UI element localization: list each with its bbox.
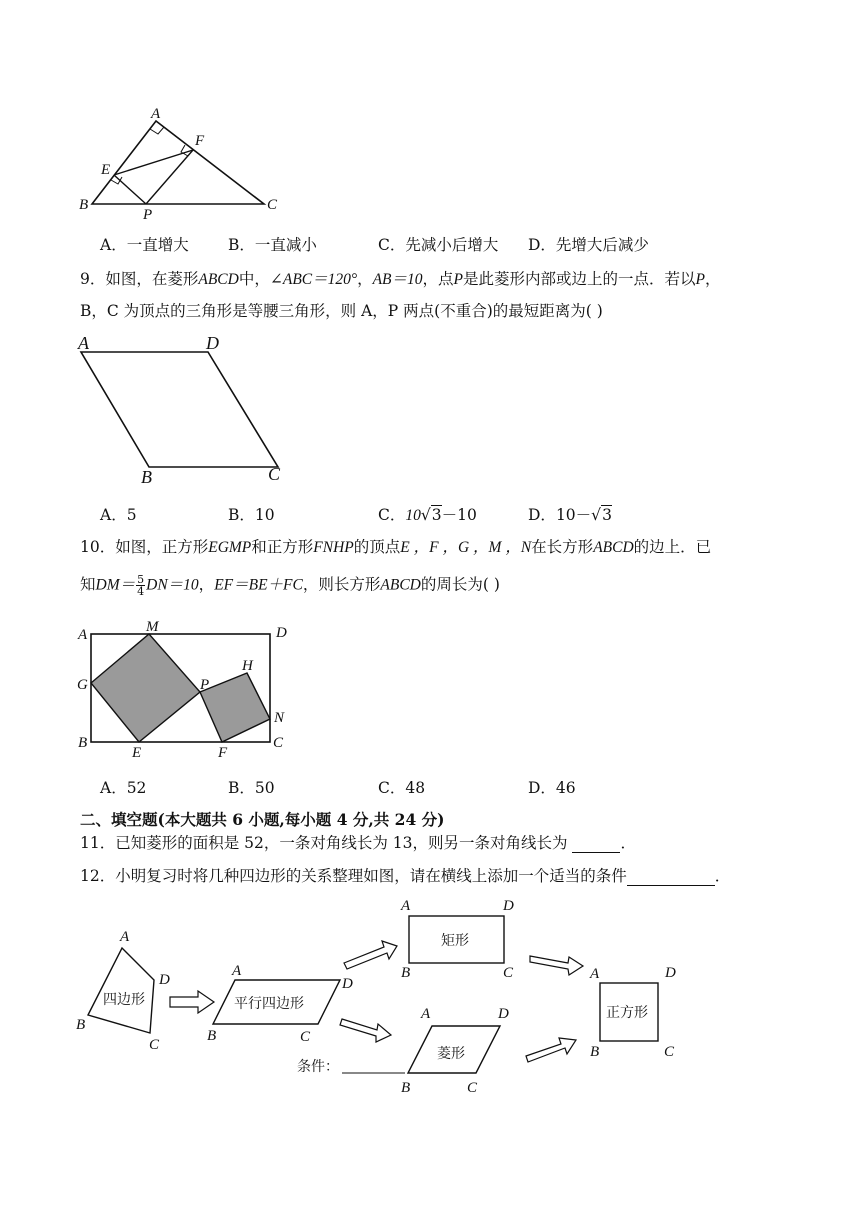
q8-option-b: B．一直减小 — [228, 236, 317, 254]
q8-option-a: A．一直增大 — [100, 236, 189, 254]
q12-condition-label: 条件： — [297, 1059, 339, 1075]
q12-quad-b: B — [76, 1017, 86, 1033]
q12-para-d: D — [342, 976, 353, 992]
q10-label-m: M — [146, 619, 159, 635]
q9-option-d: D．10－√3 — [528, 506, 612, 524]
q10-label-c: C — [273, 735, 284, 751]
q12-square-label: 正方形 — [606, 1005, 648, 1021]
q8-label-c: C — [267, 197, 278, 213]
q12-quad-c: C — [149, 1037, 160, 1053]
q10-option-d: D．46 — [528, 779, 576, 797]
q10-option-c: C．48 — [378, 779, 426, 797]
q8-label-f: F — [195, 133, 205, 149]
q12-para-b: B — [207, 1028, 217, 1044]
q10-label-h: H — [242, 658, 253, 674]
q8-option-c: C．先减小后增大 — [378, 236, 499, 254]
q9-stem-line1: 9．如图，在菱形ABCD中，∠ABC＝120°，AB＝10，点P是此菱形内部或边上的一点．若以P， — [80, 270, 721, 288]
q10-label-p: P — [200, 677, 210, 693]
q12-quad-d: D — [159, 972, 170, 988]
q12-arrow-to-rhombus — [340, 1019, 391, 1042]
q12-rhom-b: B — [401, 1080, 411, 1096]
q12-arrow-to-parallelogram — [170, 991, 214, 1013]
q12-quad-label: 四边形 — [103, 992, 145, 1008]
q12-sq-b: B — [590, 1044, 600, 1060]
q10-label-g: G — [77, 677, 88, 693]
q10-label-f: F — [218, 745, 228, 761]
q12-rhombus-label: 菱形 — [437, 1046, 465, 1062]
q11-stem: 11．已知菱形的面积是 52，一条对角线长为 13，则另一条对角线长为 ． — [80, 834, 636, 852]
q10-fraction: $\frac{5}{4}$ — [137, 573, 145, 598]
q12-arrow-to-rectangle — [344, 941, 397, 969]
q10-stem-line2: 知DM＝ $\frac{5}{4}$ DN＝10，EF＝BE＋FC，则长方形ABCD的周长为( ) — [80, 573, 500, 598]
q9-label-c: C — [268, 464, 281, 484]
q9-stem-line2: B，C 为顶点的三角形是等腰三角形，则 A，P 两点(不重合)的最短距离为( ) — [80, 302, 603, 320]
q12-para-c: C — [300, 1029, 311, 1045]
q9-label-a: A — [78, 333, 89, 353]
q12-sq-a: A — [590, 966, 600, 982]
section-fill-in-title: 二、填空题(本大题共 6 小题,每小题 4 分,共 24 分) — [80, 810, 445, 829]
q12-rhom-d: D — [498, 1006, 509, 1022]
q12-stem: 12．小明复习时将几种四边形的关系整理如图，请在横线上添加一个适当的条件 ． — [80, 867, 731, 885]
q10-label-d: D — [276, 625, 287, 641]
q12-parallelogram-label: 平行四边形 — [234, 996, 304, 1012]
q12-quad-a: A — [120, 929, 130, 945]
q12-rectangle-label: 矩形 — [441, 933, 469, 949]
q12-rect-d: D — [503, 898, 514, 914]
q8-label-a: A — [151, 106, 161, 122]
q12-arrow-rhombus-to-square — [526, 1038, 576, 1062]
q8-label-p: P — [143, 207, 153, 223]
q10-label-e: E — [132, 745, 142, 761]
q12-sq-d: D — [665, 965, 676, 981]
q9-option-a: A．5 — [100, 506, 137, 524]
q12-rect-b: B — [401, 965, 411, 981]
q9-label-d: D — [206, 333, 219, 353]
q8-label-e: E — [101, 162, 111, 178]
q12-rect-a: A — [401, 898, 411, 914]
q12-arrow-rect-to-square — [530, 956, 583, 975]
q12-para-a: A — [232, 963, 242, 979]
q10-stem-line1: 10．如图，正方形EGMP和正方形FNHP的顶点E ，F ，G ，M ，N在长方形ABCD的边上．已 — [80, 538, 712, 556]
q12-quad-shape — [88, 948, 154, 1033]
q9-label-b: B — [141, 467, 152, 487]
q10-option-b: B．50 — [228, 779, 275, 797]
q8-option-d: D．先增大后减少 — [528, 236, 649, 254]
q10-label-a: A — [78, 627, 88, 643]
q10-option-a: A．52 — [100, 779, 147, 797]
q9-option-c: C．10√3－10 — [378, 506, 477, 524]
q10-label-n: N — [274, 710, 285, 726]
q12-rect-c: C — [503, 965, 514, 981]
q12-rhom-c: C — [467, 1080, 478, 1096]
q9-option-b: B．10 — [228, 506, 275, 524]
q10-label-b: B — [78, 735, 88, 751]
q12-sq-c: C — [664, 1044, 675, 1060]
q12-rhom-a: A — [421, 1006, 431, 1022]
q8-label-b: B — [79, 197, 89, 213]
